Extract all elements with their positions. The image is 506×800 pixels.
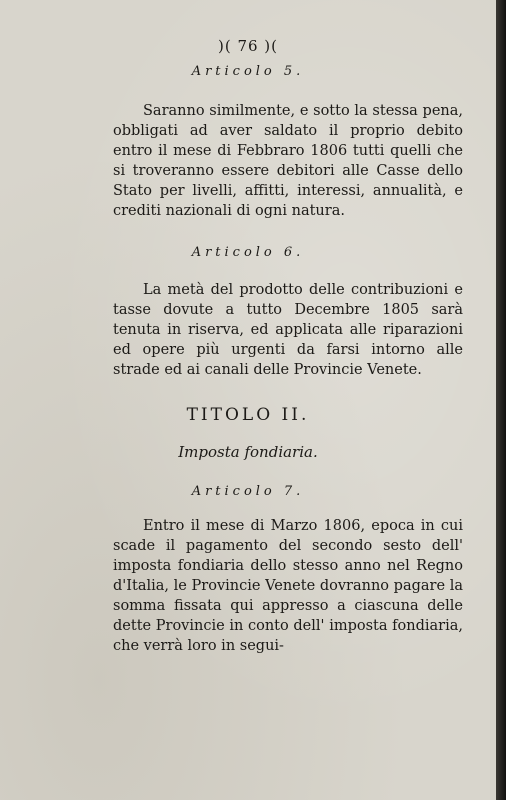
titolo-subtitle: Imposta fondiaria.: [178, 443, 318, 461]
page-number: )( 76 )(: [217, 37, 279, 55]
articolo-6-heading: Articolo 6.: [191, 245, 305, 260]
articolo-7-text: Entro il mese di Marzo 1806, epoca in cui scade il pagamento del secondo sesto dell' imposta fondiaria dello stesso anno nel Regno d'Italia, le Provincie Venete dovranno pagare la somma fissata qui appresso a ciascuna delle dette Provincie in conto dell' imposta fondiaria, che verrà loro in segui-: [113, 518, 463, 654]
titolo-heading: TITOLO II.: [186, 405, 310, 425]
articolo-5-text: Saranno similmente, e sotto la stessa pena, obbligati ad aver saldato il proprio debito entro il mese di Febbraro 1806 tutti quelli che si troveranno essere debitori alle Casse dello Stato per livelli, affitti, interessi, annualità, e crediti nazionali di ogni natura.: [113, 103, 463, 219]
articolo-6-text: La metà del prodotto delle contribuzioni e tasse dovute a tutto Decembre 1805 sarà tenuta in riserva, ed applicata alle riparazioni ed opere più urgenti da farsi intorno alle strade ed ai canali delle Provincie Venete.: [113, 282, 463, 378]
articolo-7-heading: Articolo 7.: [191, 484, 305, 499]
articolo-5-heading: Articolo 5.: [191, 64, 305, 79]
page-edge-shadow: [496, 0, 506, 800]
